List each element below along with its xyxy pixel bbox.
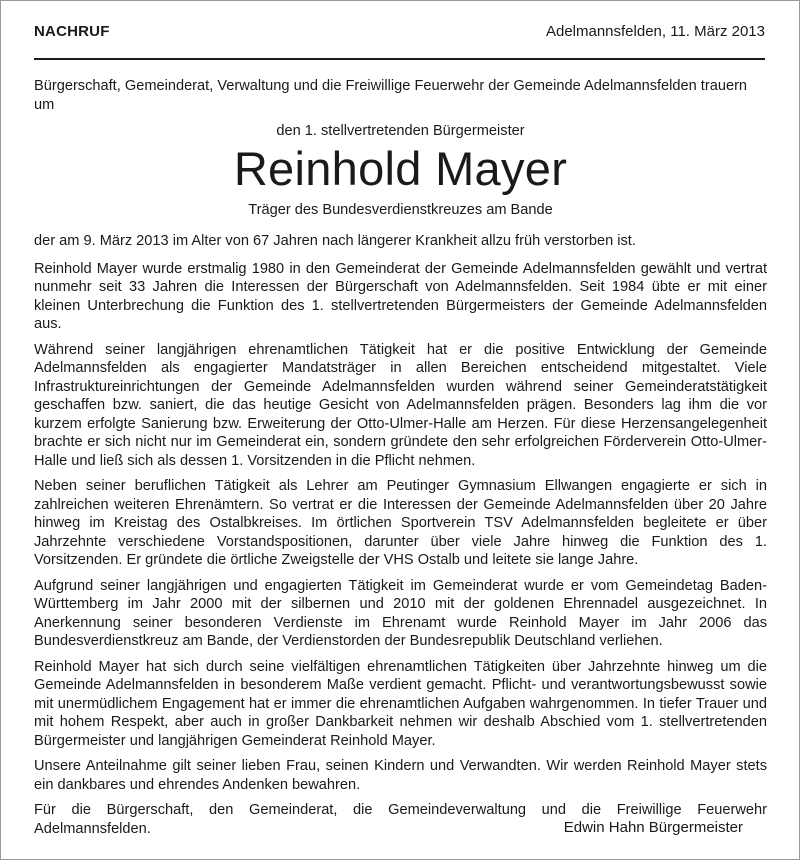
paragraph-tribute: Reinhold Mayer hat sich durch seine vielfältigen ehrenamtlichen Tätigkeiten über Jahrzehnte hinweg um die Gemeinde Adelmannsfelden in besonderem Maße verdient gemacht. Pflicht- und verantwortungsbewusst sowie mit unermüdlichem Engagement hat er immer die ehrenamtlichen Aufgaben wahrgenommen. In tiefer Trauer und mit hohem Respekt, aber auch in großer Dankbarkeit nehmen wir deshalb Abschied vom 1. stellvertretenden Bürgermeister und langjährigen Gemeinderat Reinhold Mayer. [34, 658, 767, 749]
paragraph-career: Reinhold Mayer wurde erstmalig 1980 in den Gemeinderat der Gemeinde Adelmannsfelden gewählt und vertrat nunmehr seit 33 Jahren die Interessen der Bürgerschaft von Adelmannsfelden. Seit 1984 übte er mit einer kleinen Unterbrechung die Funktion des 1. stellvertretenden Bürgermeisters der Gemeinde Adelmannsfelden aus. [34, 260, 767, 332]
deceased-role: den 1. stellvertretenden Bürgermeister [276, 123, 525, 139]
notice-body [34, 77, 767, 845]
intro-text: Bürgerschaft, Gemeinderat, Verwaltung und die Freiwillige Feuerwehr der Gemeinde Adelmannsfelden trauern um [34, 78, 748, 113]
paragraph-honorary-offices: Neben seiner beruflichen Tätigkeit als Lehrer am Peutinger Gymnasium Ellwangen engagierte er sich in zahlreichen weiteren Ehrenämtern. So vertrat er die Interessen der Gemeinde Adelmannsfelden über 20 Jahre hinweg im Kreistag des Ostalbkreises. Im örtlichen Sportverein TSV Adelmannsfelden begleitete er über Jahrzehnte verschiedene Vorstandspositionen, darunter über viele Jahre hinweg die Funktion des 1. Vorsitzenden. Er gründete die örtliche Zweigstelle der VHS Ostalb und leitete sie lange Jahre. [34, 478, 767, 568]
deceased-award: Träger des Bundesverdienstkreuzes am Bande [248, 201, 553, 218]
header-divider [34, 58, 765, 60]
paragraph-awards: Aufgrund seiner langjährigen und engagierten Tätigkeit im Gemeinderat wurde er vom Gemeindetag Baden-Württemberg im Jahr 2000 mit der silbernen und 2010 mit der goldenen Ehrennadel ausgezeichnet. In Anerkennung seiner besonderen Verdienste im Ehrenamt wurde Reinhold Mayer im Jahr 2006 das Bundesverdienstkreuz am Bande, der Verdienstorden der Bundesrepublik Deutschland verliehen. [34, 577, 767, 649]
place-date: Adelmannsfelden, 11. März 2013 [545, 23, 765, 40]
paragraph-closing: Für die Bürgerschaft, den Gemeinderat, die Gemeindeverwaltung und die Freiwillige Feuerwehr Adelmannsfelden. [34, 802, 767, 837]
deceased-name: Reinhold Mayer [233, 141, 568, 195]
death-statement: der am 9. März 2013 im Alter von 67 Jahren nach längerer Krankheit allzu früh verstorben ist. [34, 233, 636, 249]
paragraph-engagement: Während seiner langjährigen ehrenamtlichen Tätigkeit hat er die positive Entwicklung der Gemeinde Adelmannsfelden als engagierter Mandatsträger in allen Bereichen entscheidend mitgestaltet. Viele Infrastruktureinrichtungen der Gemeinde Adelmannsfelden wurden während seiner Gemeinderatstätigkeit geschaffen bzw. saniert, die das heutige Gesicht von Adelmannsfelden prägen. Besonders lag ihm die vor kurzem erfolgte Sanierung bzw. Erweiterung der Otto-Ulmer-Halle am Herzen. Für diese Herzensangelegenheit brachte er sich nicht nur im Gemeinderat ein, sondern gründete den sehr erfolgreichen Förderverein Otto-Ulmer-Halle und ließ sich als dessen 1. Vorsitzenden in die Pflicht nehmen. [34, 341, 767, 469]
notice-label: NACHRUF [34, 23, 110, 40]
paragraph-condolence: Unsere Anteilnahme gilt seiner lieben Frau, seinen Kindern und Verwandten. Wir werden Reinhold Mayer stets ein dankbares und ehrendes Andenken bewahren. [34, 758, 767, 793]
header [34, 23, 765, 43]
signature: Edwin Hahn Bürgermeister [563, 819, 743, 836]
